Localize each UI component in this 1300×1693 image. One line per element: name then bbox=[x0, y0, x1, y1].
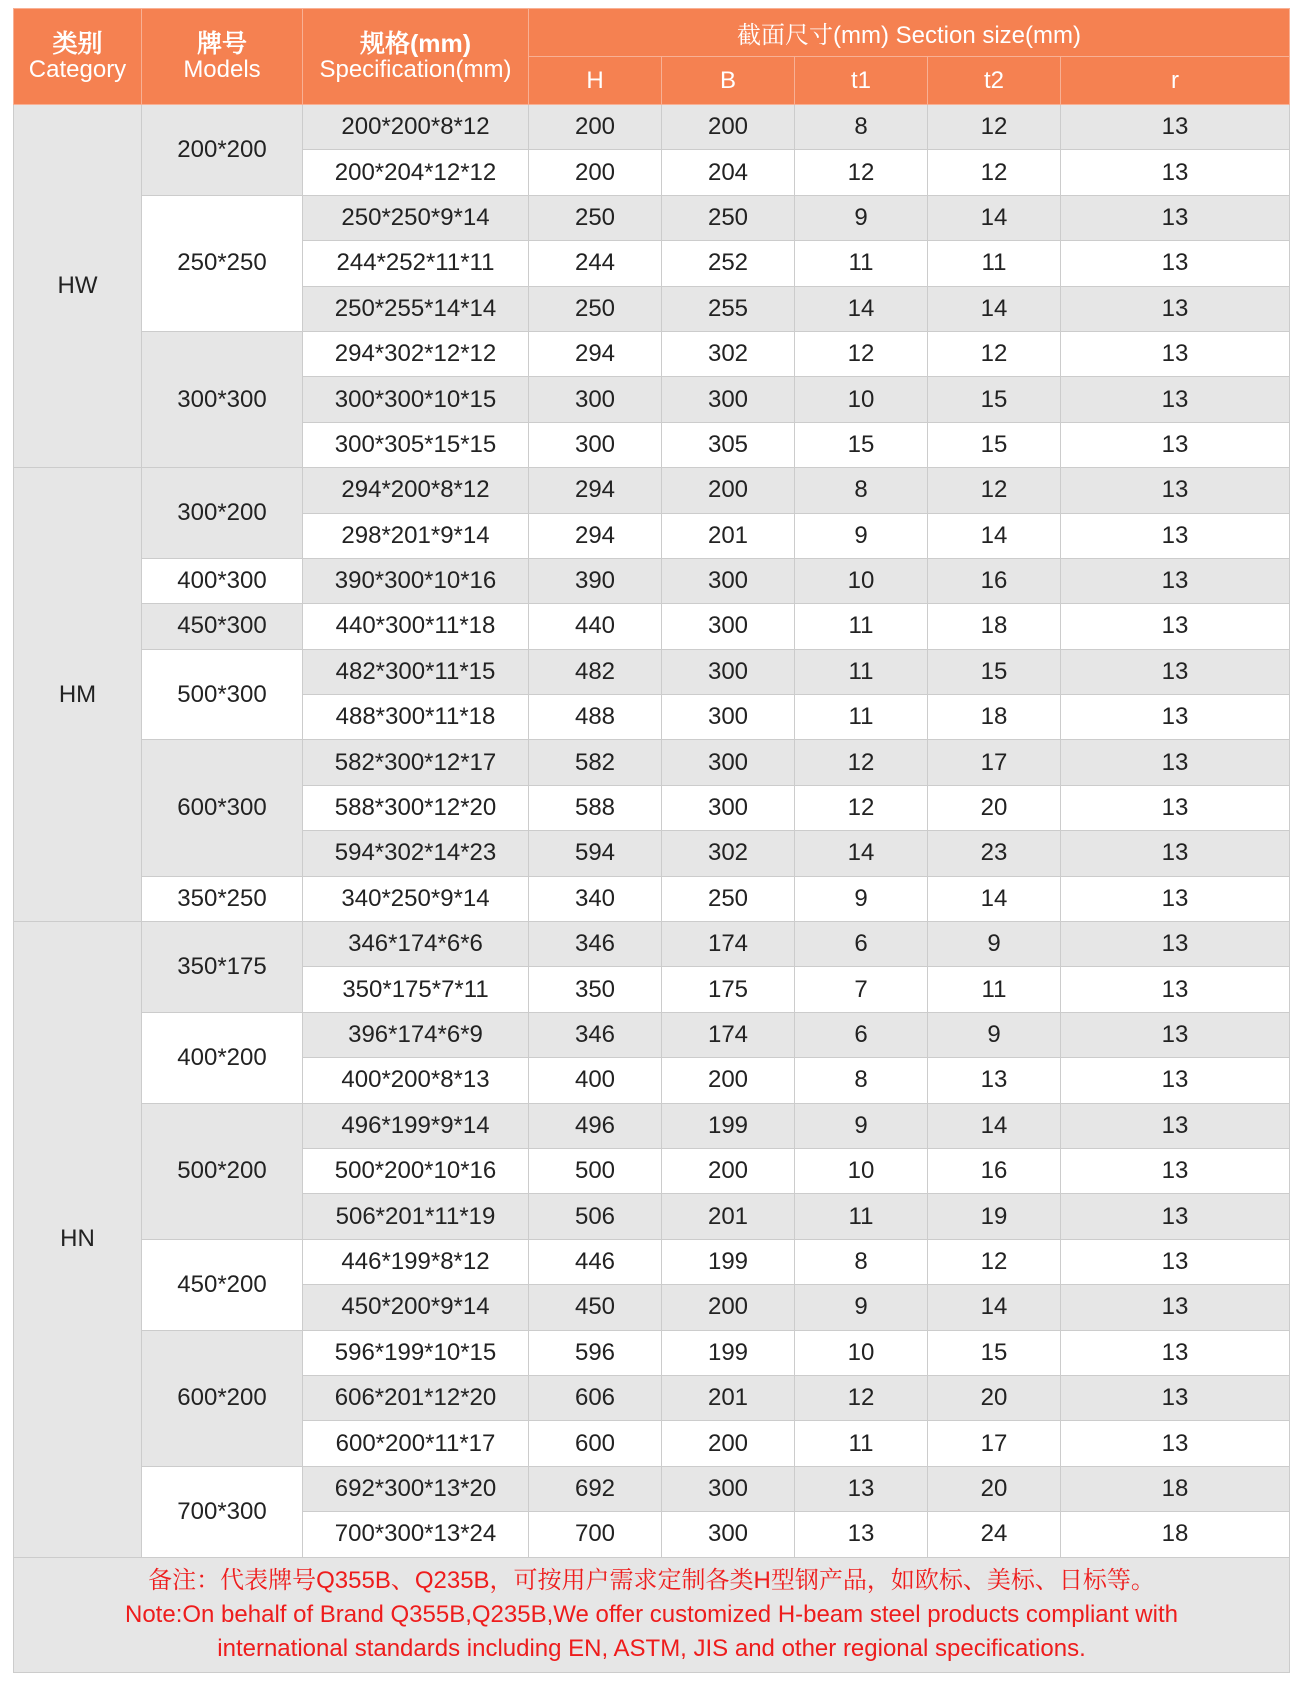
table-row bbox=[14, 876, 1290, 921]
t1-cell: 8 bbox=[795, 1058, 928, 1103]
h-cell: 294 bbox=[529, 468, 662, 513]
r-cell: 13 bbox=[1061, 1194, 1290, 1239]
spec-cell: 340*250*9*14 bbox=[303, 876, 529, 921]
t1-cell: 14 bbox=[795, 831, 928, 876]
t2-cell: 14 bbox=[928, 876, 1061, 921]
table-row bbox=[14, 1466, 1290, 1511]
h-cell: 250 bbox=[529, 286, 662, 331]
b-cell: 200 bbox=[662, 1285, 795, 1330]
table-row bbox=[14, 468, 1290, 513]
t2-cell: 16 bbox=[928, 1148, 1061, 1193]
r-cell: 13 bbox=[1061, 876, 1290, 921]
t1-cell: 8 bbox=[795, 105, 928, 150]
h-cell: 450 bbox=[529, 1285, 662, 1330]
b-cell: 300 bbox=[662, 695, 795, 740]
spec-cell: 450*200*9*14 bbox=[303, 1285, 529, 1330]
h-cell: 350 bbox=[529, 967, 662, 1012]
header-specification bbox=[303, 9, 529, 105]
b-cell: 300 bbox=[662, 1512, 795, 1557]
model-cell: 300*200 bbox=[142, 468, 303, 559]
t1-cell: 8 bbox=[795, 1239, 928, 1284]
h-cell: 582 bbox=[529, 740, 662, 785]
model-cell: 300*300 bbox=[142, 331, 303, 467]
r-cell: 13 bbox=[1061, 1375, 1290, 1420]
h-cell: 594 bbox=[529, 831, 662, 876]
r-cell: 13 bbox=[1061, 1058, 1290, 1103]
spec-cell: 496*199*9*14 bbox=[303, 1103, 529, 1148]
t1-cell: 8 bbox=[795, 468, 928, 513]
t2-cell: 12 bbox=[928, 105, 1061, 150]
r-cell: 13 bbox=[1061, 422, 1290, 467]
r-cell: 13 bbox=[1061, 105, 1290, 150]
spec-cell: 200*200*8*12 bbox=[303, 105, 529, 150]
h-cell: 200 bbox=[529, 150, 662, 195]
t2-cell: 14 bbox=[928, 286, 1061, 331]
h-cell: 300 bbox=[529, 422, 662, 467]
model-cell: 700*300 bbox=[142, 1466, 303, 1557]
note-cell bbox=[14, 1557, 1290, 1672]
r-cell: 13 bbox=[1061, 195, 1290, 240]
spec-cell: 390*300*10*16 bbox=[303, 558, 529, 603]
t2-cell: 17 bbox=[928, 1421, 1061, 1466]
spec-cell: 440*300*11*18 bbox=[303, 604, 529, 649]
b-cell: 250 bbox=[662, 195, 795, 240]
spec-cell: 588*300*12*20 bbox=[303, 785, 529, 830]
h-cell: 294 bbox=[529, 513, 662, 558]
table-header bbox=[14, 9, 1290, 105]
t2-cell: 18 bbox=[928, 695, 1061, 740]
t2-cell: 12 bbox=[928, 150, 1061, 195]
b-cell: 199 bbox=[662, 1239, 795, 1284]
header-category bbox=[14, 9, 142, 105]
h-cell: 606 bbox=[529, 1375, 662, 1420]
h-cell: 200 bbox=[529, 105, 662, 150]
b-cell: 300 bbox=[662, 558, 795, 603]
model-cell: 400*200 bbox=[142, 1012, 303, 1103]
b-cell: 201 bbox=[662, 1194, 795, 1239]
t2-cell: 15 bbox=[928, 377, 1061, 422]
spec-cell: 294*302*12*12 bbox=[303, 331, 529, 376]
header-models bbox=[142, 9, 303, 105]
header-b: B bbox=[662, 57, 795, 105]
t2-cell: 20 bbox=[928, 1375, 1061, 1420]
t2-cell: 19 bbox=[928, 1194, 1061, 1239]
t2-cell: 17 bbox=[928, 740, 1061, 785]
spec-cell: 396*174*6*9 bbox=[303, 1012, 529, 1057]
r-cell: 13 bbox=[1061, 558, 1290, 603]
model-cell: 450*200 bbox=[142, 1239, 303, 1330]
t2-cell: 24 bbox=[928, 1512, 1061, 1557]
t1-cell: 12 bbox=[795, 740, 928, 785]
h-cell: 244 bbox=[529, 241, 662, 286]
r-cell: 13 bbox=[1061, 695, 1290, 740]
spec-cell: 596*199*10*15 bbox=[303, 1330, 529, 1375]
model-cell: 250*250 bbox=[142, 195, 303, 331]
t2-cell: 23 bbox=[928, 831, 1061, 876]
t1-cell: 11 bbox=[795, 695, 928, 740]
h-cell: 346 bbox=[529, 1012, 662, 1057]
t2-cell: 14 bbox=[928, 1285, 1061, 1330]
spec-cell: 600*200*11*17 bbox=[303, 1421, 529, 1466]
h-cell: 446 bbox=[529, 1239, 662, 1284]
spec-cell: 500*200*10*16 bbox=[303, 1148, 529, 1193]
r-cell: 13 bbox=[1061, 604, 1290, 649]
t2-cell: 15 bbox=[928, 649, 1061, 694]
b-cell: 255 bbox=[662, 286, 795, 331]
r-cell: 13 bbox=[1061, 513, 1290, 558]
b-cell: 200 bbox=[662, 468, 795, 513]
h-cell: 294 bbox=[529, 331, 662, 376]
model-cell: 500*200 bbox=[142, 1103, 303, 1239]
t1-cell: 11 bbox=[795, 1421, 928, 1466]
h-cell: 700 bbox=[529, 1512, 662, 1557]
category-cell: HM bbox=[14, 468, 142, 922]
h-cell: 440 bbox=[529, 604, 662, 649]
spec-cell: 700*300*13*24 bbox=[303, 1512, 529, 1557]
r-cell: 13 bbox=[1061, 1239, 1290, 1284]
h-cell: 250 bbox=[529, 195, 662, 240]
t2-cell: 20 bbox=[928, 785, 1061, 830]
t2-cell: 14 bbox=[928, 513, 1061, 558]
table-row bbox=[14, 740, 1290, 785]
b-cell: 300 bbox=[662, 649, 795, 694]
t1-cell: 13 bbox=[795, 1466, 928, 1511]
spec-cell: 200*204*12*12 bbox=[303, 150, 529, 195]
t2-cell: 13 bbox=[928, 1058, 1061, 1103]
t1-cell: 10 bbox=[795, 558, 928, 603]
h-cell: 488 bbox=[529, 695, 662, 740]
r-cell: 13 bbox=[1061, 649, 1290, 694]
header-r: r bbox=[1061, 57, 1290, 105]
header-models-zh: 牌号 bbox=[196, 29, 247, 58]
t2-cell: 12 bbox=[928, 1239, 1061, 1284]
spec-cell: 250*255*14*14 bbox=[303, 286, 529, 331]
b-cell: 199 bbox=[662, 1103, 795, 1148]
header-category-zh: 类别 bbox=[52, 29, 103, 58]
b-cell: 200 bbox=[662, 1148, 795, 1193]
t2-cell: 18 bbox=[928, 604, 1061, 649]
table-row bbox=[14, 604, 1290, 649]
h-beam-spec-table-sheet bbox=[13, 8, 1289, 1685]
r-cell: 13 bbox=[1061, 150, 1290, 195]
spec-cell: 300*300*10*15 bbox=[303, 377, 529, 422]
b-cell: 305 bbox=[662, 422, 795, 467]
r-cell: 13 bbox=[1061, 1285, 1290, 1330]
table-row bbox=[14, 649, 1290, 694]
note-zh: 备注：代表牌号Q355B、Q235B，可按用户需求定制各类H型钢产品，如欧标、美标、日标等。 bbox=[148, 1566, 1155, 1594]
t2-cell: 9 bbox=[928, 922, 1061, 967]
b-cell: 300 bbox=[662, 740, 795, 785]
r-cell: 13 bbox=[1061, 1012, 1290, 1057]
r-cell: 13 bbox=[1061, 1103, 1290, 1148]
spec-cell: 482*300*11*15 bbox=[303, 649, 529, 694]
model-cell: 600*200 bbox=[142, 1330, 303, 1466]
h-cell: 596 bbox=[529, 1330, 662, 1375]
table-body bbox=[14, 105, 1290, 1558]
h-cell: 692 bbox=[529, 1466, 662, 1511]
t2-cell: 11 bbox=[928, 241, 1061, 286]
table-row bbox=[14, 105, 1290, 150]
r-cell: 18 bbox=[1061, 1512, 1290, 1557]
table-row bbox=[14, 1012, 1290, 1057]
spec-cell: 294*200*8*12 bbox=[303, 468, 529, 513]
r-cell: 13 bbox=[1061, 331, 1290, 376]
spec-cell: 250*250*9*14 bbox=[303, 195, 529, 240]
b-cell: 252 bbox=[662, 241, 795, 286]
t1-cell: 7 bbox=[795, 967, 928, 1012]
h-cell: 300 bbox=[529, 377, 662, 422]
table-row bbox=[14, 195, 1290, 240]
b-cell: 200 bbox=[662, 1058, 795, 1103]
model-cell: 450*300 bbox=[142, 604, 303, 649]
r-cell: 18 bbox=[1061, 1466, 1290, 1511]
t1-cell: 6 bbox=[795, 1012, 928, 1057]
t1-cell: 11 bbox=[795, 1194, 928, 1239]
model-cell: 200*200 bbox=[142, 105, 303, 196]
spec-cell: 594*302*14*23 bbox=[303, 831, 529, 876]
t2-cell: 11 bbox=[928, 967, 1061, 1012]
r-cell: 13 bbox=[1061, 241, 1290, 286]
spec-cell: 692*300*13*20 bbox=[303, 1466, 529, 1511]
spec-cell: 606*201*12*20 bbox=[303, 1375, 529, 1420]
t1-cell: 12 bbox=[795, 150, 928, 195]
h-cell: 400 bbox=[529, 1058, 662, 1103]
t2-cell: 14 bbox=[928, 195, 1061, 240]
r-cell: 13 bbox=[1061, 286, 1290, 331]
spec-cell: 350*175*7*11 bbox=[303, 967, 529, 1012]
t2-cell: 15 bbox=[928, 422, 1061, 467]
table-row bbox=[14, 1239, 1290, 1284]
table-row bbox=[14, 1103, 1290, 1148]
spec-cell: 506*201*11*19 bbox=[303, 1194, 529, 1239]
t2-cell: 9 bbox=[928, 1012, 1061, 1057]
model-cell: 400*300 bbox=[142, 558, 303, 603]
r-cell: 13 bbox=[1061, 831, 1290, 876]
r-cell: 13 bbox=[1061, 967, 1290, 1012]
h-cell: 390 bbox=[529, 558, 662, 603]
note-en-line1: Note:On behalf of Brand Q355B,Q235B,We offer customized H-beam steel products compliant with bbox=[125, 1600, 1178, 1628]
header-section-size: 截面尺寸(mm) Section size(mm) bbox=[529, 9, 1290, 57]
r-cell: 13 bbox=[1061, 1330, 1290, 1375]
t1-cell: 6 bbox=[795, 922, 928, 967]
spec-cell: 488*300*11*18 bbox=[303, 695, 529, 740]
t1-cell: 15 bbox=[795, 422, 928, 467]
spec-cell: 446*199*8*12 bbox=[303, 1239, 529, 1284]
t1-cell: 11 bbox=[795, 649, 928, 694]
t1-cell: 10 bbox=[795, 1330, 928, 1375]
b-cell: 174 bbox=[662, 922, 795, 967]
header-t1: t1 bbox=[795, 57, 928, 105]
b-cell: 302 bbox=[662, 831, 795, 876]
t1-cell: 10 bbox=[795, 1148, 928, 1193]
b-cell: 201 bbox=[662, 1375, 795, 1420]
header-models-en: Models bbox=[183, 55, 261, 83]
t1-cell: 9 bbox=[795, 1103, 928, 1148]
b-cell: 300 bbox=[662, 377, 795, 422]
h-cell: 496 bbox=[529, 1103, 662, 1148]
t2-cell: 20 bbox=[928, 1466, 1061, 1511]
t2-cell: 12 bbox=[928, 468, 1061, 513]
h-cell: 482 bbox=[529, 649, 662, 694]
category-cell: HN bbox=[14, 922, 142, 1557]
h-cell: 340 bbox=[529, 876, 662, 921]
note-en-line2: international standards including EN, ASTM, JIS and other regional specifications. bbox=[217, 1634, 1086, 1662]
r-cell: 13 bbox=[1061, 785, 1290, 830]
b-cell: 174 bbox=[662, 1012, 795, 1057]
category-cell: HW bbox=[14, 105, 142, 468]
t1-cell: 11 bbox=[795, 241, 928, 286]
table-row bbox=[14, 558, 1290, 603]
h-cell: 600 bbox=[529, 1421, 662, 1466]
spec-cell: 300*305*15*15 bbox=[303, 422, 529, 467]
t2-cell: 14 bbox=[928, 1103, 1061, 1148]
b-cell: 204 bbox=[662, 150, 795, 195]
h-beam-spec-table bbox=[13, 8, 1290, 1673]
h-cell: 500 bbox=[529, 1148, 662, 1193]
spec-cell: 400*200*8*13 bbox=[303, 1058, 529, 1103]
header-spec-en: Specification(mm) bbox=[319, 55, 512, 83]
h-cell: 346 bbox=[529, 922, 662, 967]
r-cell: 13 bbox=[1061, 1148, 1290, 1193]
t1-cell: 9 bbox=[795, 195, 928, 240]
table-row bbox=[14, 922, 1290, 967]
spec-cell: 346*174*6*6 bbox=[303, 922, 529, 967]
b-cell: 300 bbox=[662, 785, 795, 830]
r-cell: 13 bbox=[1061, 377, 1290, 422]
b-cell: 200 bbox=[662, 105, 795, 150]
spec-cell: 244*252*11*11 bbox=[303, 241, 529, 286]
t1-cell: 12 bbox=[795, 331, 928, 376]
header-category-en: Category bbox=[28, 55, 127, 83]
t1-cell: 12 bbox=[795, 1375, 928, 1420]
header-spec-zh: 规格(mm) bbox=[359, 29, 472, 58]
model-cell: 600*300 bbox=[142, 740, 303, 876]
h-cell: 506 bbox=[529, 1194, 662, 1239]
header-h: H bbox=[529, 57, 662, 105]
t1-cell: 12 bbox=[795, 785, 928, 830]
b-cell: 175 bbox=[662, 967, 795, 1012]
b-cell: 199 bbox=[662, 1330, 795, 1375]
table-row bbox=[14, 1330, 1290, 1375]
spec-cell: 298*201*9*14 bbox=[303, 513, 529, 558]
b-cell: 200 bbox=[662, 1421, 795, 1466]
h-cell: 588 bbox=[529, 785, 662, 830]
t1-cell: 11 bbox=[795, 604, 928, 649]
t2-cell: 16 bbox=[928, 558, 1061, 603]
b-cell: 302 bbox=[662, 331, 795, 376]
b-cell: 250 bbox=[662, 876, 795, 921]
t2-cell: 15 bbox=[928, 1330, 1061, 1375]
model-cell: 500*300 bbox=[142, 649, 303, 740]
t1-cell: 9 bbox=[795, 1285, 928, 1330]
header-t2: t2 bbox=[928, 57, 1061, 105]
spec-cell: 582*300*12*17 bbox=[303, 740, 529, 785]
t1-cell: 13 bbox=[795, 1512, 928, 1557]
b-cell: 300 bbox=[662, 604, 795, 649]
t1-cell: 9 bbox=[795, 876, 928, 921]
r-cell: 13 bbox=[1061, 740, 1290, 785]
table-row bbox=[14, 331, 1290, 376]
r-cell: 13 bbox=[1061, 1421, 1290, 1466]
table-footer bbox=[14, 1557, 1290, 1672]
model-cell: 350*175 bbox=[142, 922, 303, 1013]
t2-cell: 12 bbox=[928, 331, 1061, 376]
b-cell: 300 bbox=[662, 1466, 795, 1511]
model-cell: 350*250 bbox=[142, 876, 303, 921]
t1-cell: 9 bbox=[795, 513, 928, 558]
t1-cell: 10 bbox=[795, 377, 928, 422]
t1-cell: 14 bbox=[795, 286, 928, 331]
b-cell: 201 bbox=[662, 513, 795, 558]
r-cell: 13 bbox=[1061, 468, 1290, 513]
r-cell: 13 bbox=[1061, 922, 1290, 967]
